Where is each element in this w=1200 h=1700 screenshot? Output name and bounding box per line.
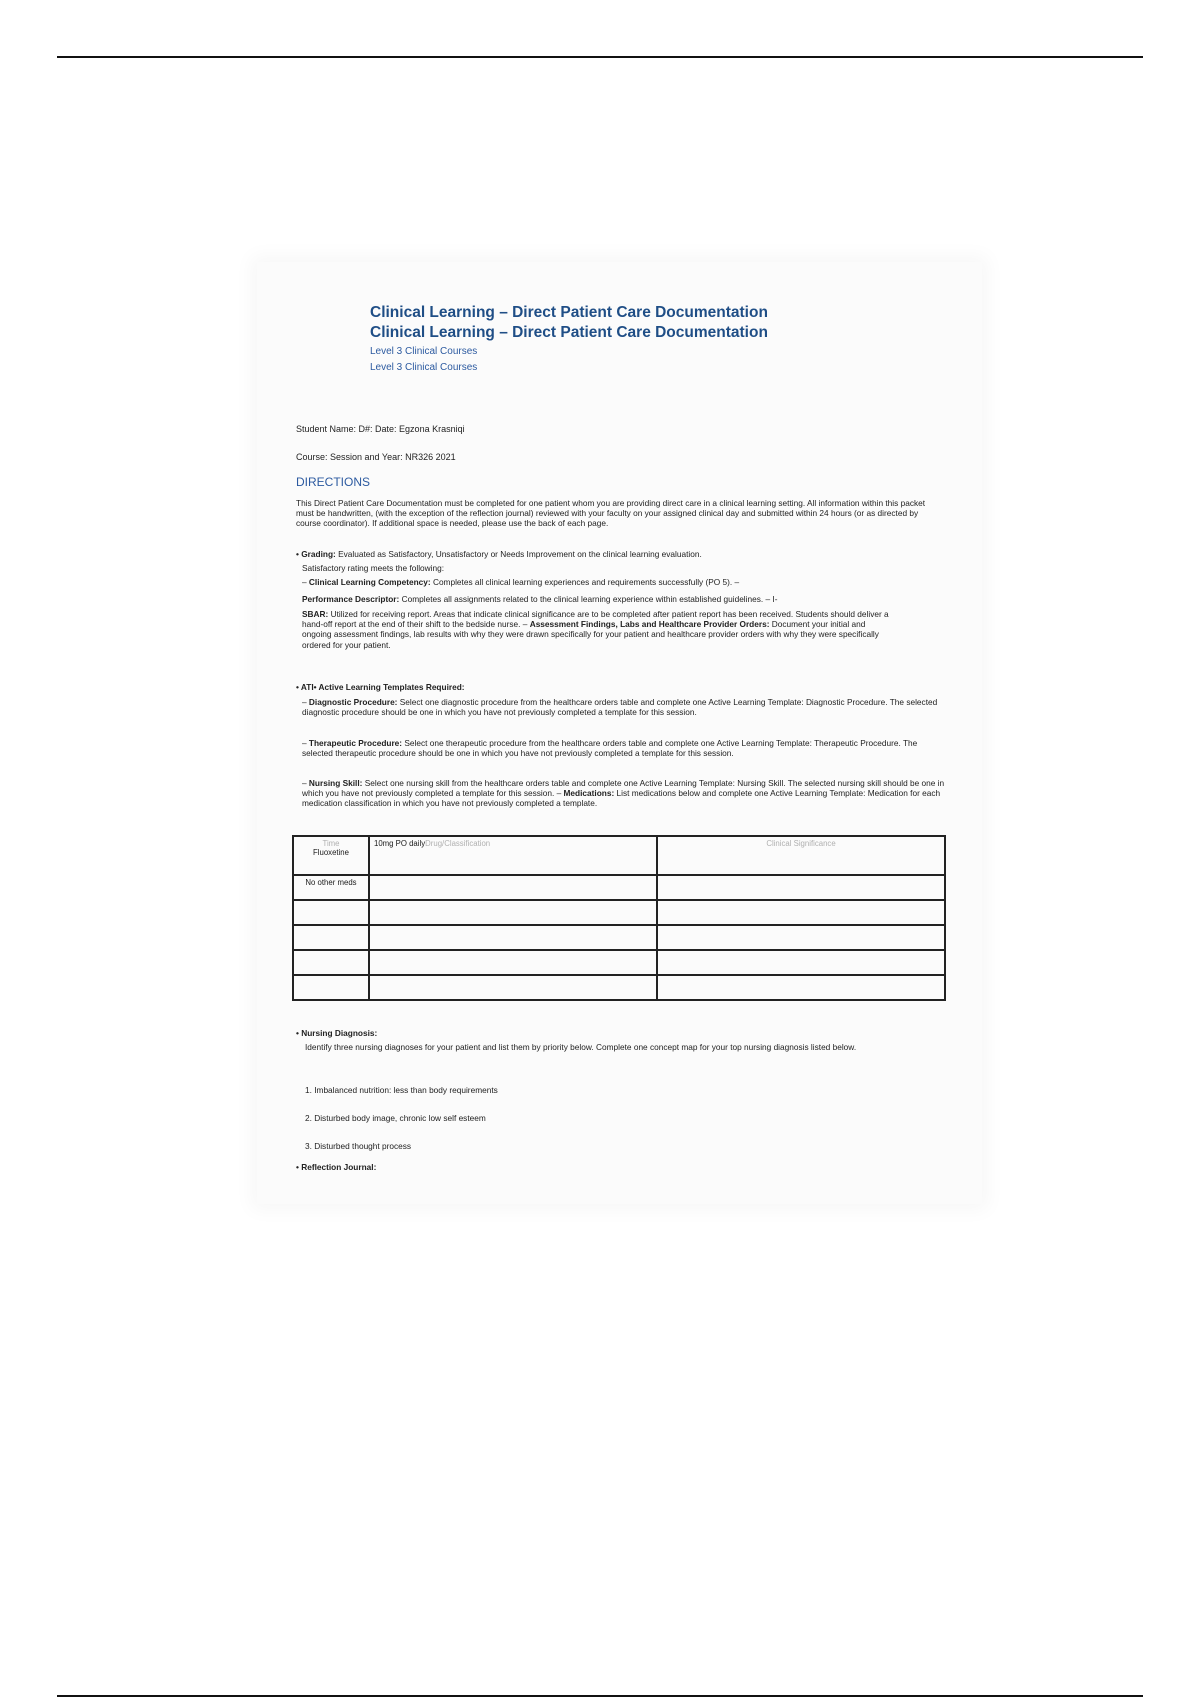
nursing-dx-heading: • Nursing Diagnosis: [296,1028,378,1038]
table-row [293,950,945,975]
sbar-block [302,609,892,650]
table-row [293,836,945,875]
table-row [293,975,945,1000]
diagnosis-item-1: 1. Imbalanced nutrition: less than body requirements [305,1085,498,1095]
table-cell[interactable] [369,925,657,950]
no-meds-value: No other meds [305,878,357,887]
drug-header: Drug/Classification [425,839,491,848]
diagnostic-text: Select one diagnostic procedure from the healthcare orders table and complete one Active Learning Template: Diagnostic Procedure. The selected diagnostic procedure should be one in which you have not previously completed a template for this session. [302,697,938,718]
table-row [293,900,945,925]
time-cell[interactable] [293,836,369,875]
dose-value: 10mg PO daily [374,839,426,848]
sbar-label: SBAR: [302,609,329,619]
therapeutic-label: Therapeutic Procedure: [308,738,403,748]
table-cell[interactable] [369,950,657,975]
competency-text: Completes all clinical learning experiences and requirements successfully (PO 5). – [430,577,740,587]
table-cell[interactable] [657,950,945,975]
table-cell[interactable] [293,975,369,1000]
competency-dash: – [302,577,309,587]
medications-text: List medications below and complete one Active Learning Template: Medication for each medication classification in which you have not previously completed a template. [302,788,941,809]
competency-label: Clinical Learning Competency: [308,577,431,587]
diagnosis-item-3: 3. Disturbed thought process [305,1141,412,1151]
ati-heading: • ATI• Active Learning Templates Required: [296,682,465,692]
intro-paragraph: This Direct Patient Care Documentation must be completed for one patient whom you are providing direct care in a clinical learning setting. All information within this packet must be handwritten, (with the exception of the reflection journal) reviewed with your faculty on your assigned clinical day and submitted within 24 hours (or as directed by course coordinator). If additional space is needed, please use the back of each page. [296,498,926,529]
table-cell[interactable] [293,875,369,900]
table-cell[interactable] [657,925,945,950]
diagnostic-label: Diagnostic Procedure: [308,697,398,707]
performance-text: Completes all assignments related to the clinical learning experience within established guidelines. – I- [399,594,778,604]
table-cell[interactable] [293,925,369,950]
table-cell[interactable] [293,900,369,925]
assessment-text: Document your initial and ongoing assessment findings, lab results with why they were drawn specifically for your patient and healthcare provider orders with why they were specifically ordered for your patient. [302,619,879,650]
therapeutic-dash: – [302,738,309,748]
doc-subtitle-2: Level 3 Clinical Courses [370,362,478,373]
directions-heading: DIRECTIONS [296,475,371,489]
nursing-skill-label: Nursing Skill: [308,778,363,788]
therapeutic-text: Select one therapeutic procedure from the healthcare orders table and complete one Active Learning Template: Therapeutic Procedure. The selected therapeutic procedure should be one in which you have not previously completed a template for this session. [302,738,918,759]
table-cell[interactable] [657,875,945,900]
doc-title-1: Clinical Learning – Direct Patient Care Documentation [370,304,768,321]
top-rule [57,56,1143,58]
nursing-skill-dash: – [302,778,309,788]
table-cell[interactable] [657,975,945,1000]
competency-block [302,577,942,587]
student-name-line: Student Name: D#: Date: Egzona Krasniqi [296,424,465,434]
grading-line [296,549,941,559]
time-header: Time [322,839,340,848]
table-cell[interactable] [293,950,369,975]
significance-header: Clinical Significance [766,839,836,848]
medication-table [292,835,946,1001]
nursing-skill-text: Select one nursing skill from the healthcare orders table and complete one Active Learning Template: Nursing Skill. The selected nursing skill should be one in which you have not previously completed a template for this session. – [302,778,945,799]
therapeutic-block [302,738,942,758]
document-page [257,262,982,1204]
drug-cell[interactable] [369,836,657,875]
assessment-label: Assessment Findings, Labs and Healthcare Provider Orders: [529,619,770,630]
sbar-text: Utilized for receiving report. Areas that indicate clinical significance are to be completed after patient report has been received. Students should deliver a hand-off report at the end of their shift to the bedside nurse. – [302,609,889,630]
drug-name-value: Fluoxetine [313,848,349,857]
table-cell[interactable] [369,900,657,925]
grading-label: • Grading: [296,549,336,559]
table-cell[interactable] [369,875,657,900]
nursing-dx-intro: Identify three nursing diagnoses for your patient and list them by priority below. Complete one concept map for your top nursing diagnosis listed below. [305,1042,857,1052]
diagnosis-item-2: 2. Disturbed body image, chronic low self esteem [305,1113,486,1123]
table-cell[interactable] [657,900,945,925]
reflection-journal-heading: • Reflection Journal: [296,1162,377,1172]
course-line: Course: Session and Year: NR326 2021 [296,452,456,462]
nursing-skill-block [302,778,945,809]
performance-block [302,594,947,604]
diagnostic-dash: – [302,697,309,707]
doc-title-2: Clinical Learning – Direct Patient Care Documentation [370,324,768,341]
doc-subtitle-1: Level 3 Clinical Courses [370,346,478,357]
diagnostic-block [302,697,942,717]
satisfactory-line: Satisfactory rating meets the following: [302,563,445,573]
performance-label: Performance Descriptor: [302,594,400,604]
grading-text: Evaluated as Satisfactory, Unsatisfactory or Needs Improvement on the clinical learning evaluation. [335,549,702,559]
table-cell[interactable] [369,975,657,1000]
significance-cell[interactable] [657,836,945,875]
table-row [293,925,945,950]
medications-label: Medications: [563,788,615,799]
bottom-rule [57,1695,1143,1697]
table-row [293,875,945,900]
